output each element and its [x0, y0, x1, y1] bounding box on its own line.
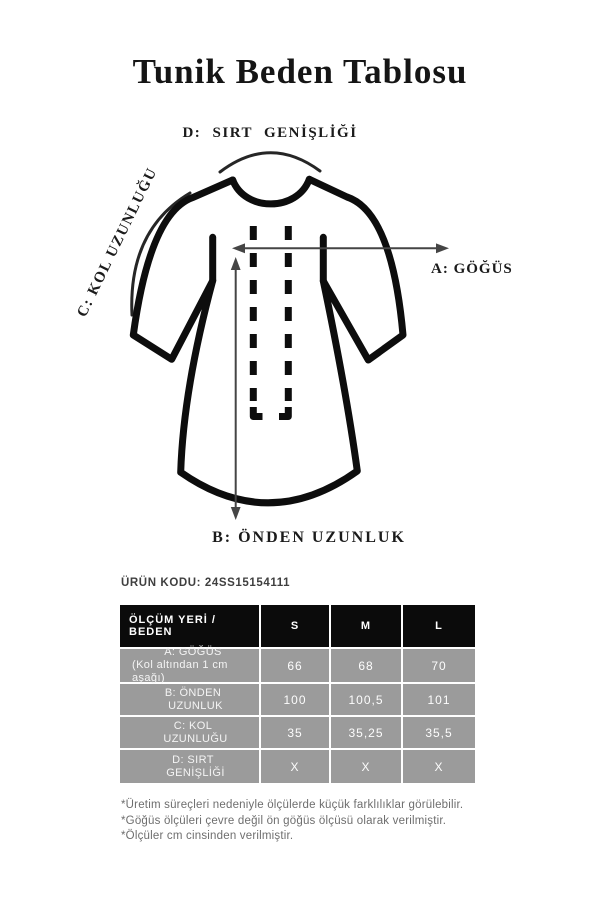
front-length-label: B: ÖNDEN UZUNLUK	[212, 529, 406, 546]
tunic-outline	[133, 179, 403, 503]
chest-label: A: GÖĞÜS	[431, 261, 513, 277]
front-length-arrow	[231, 257, 241, 520]
placket-dashes	[253, 226, 288, 417]
page-title: Tunik Beden Tablosu	[132, 52, 468, 91]
row-label-chest: A: GÖĞÜS (Kol altından 1 cm aşağı)	[120, 649, 259, 682]
tunic-diagram	[0, 120, 600, 580]
table-cell: X	[403, 750, 475, 783]
table-cell: X	[331, 750, 401, 783]
table-cell: 68	[331, 649, 401, 682]
footnote-line: *Üretim süreçleri nedeniyle ölçülerde küçük farklılıklar görülebilir.	[121, 799, 464, 811]
table-cell: 101	[403, 684, 475, 715]
footnote-line: *Göğüs ölçüleri çevre değil ön göğüs ölçüsü olarak verilmiştir.	[121, 814, 447, 827]
table-cell: X	[261, 750, 329, 783]
chest-arrow	[232, 243, 449, 253]
product-code: ÜRÜN KODU: 24SS15154111	[121, 577, 291, 589]
footnote-line: *Ölçüler cm cinsinden verilmiştir.	[121, 830, 294, 842]
row-label-sleeve-length: C: KOL UZUNLUĞU	[120, 717, 259, 748]
table-cell: 35,25	[331, 717, 401, 748]
sleeve-length-label: C: KOL UZUNLUĞU	[74, 164, 161, 320]
table-cell: 66	[261, 649, 329, 682]
row-label-back-width: D: SIRT GENİŞLİĞİ	[120, 750, 259, 783]
table-cell: 35	[261, 717, 329, 748]
neckline	[233, 179, 310, 204]
back-width-label: D: SIRT GENİŞLİĞİ	[182, 125, 358, 141]
table-header-size-m: M	[331, 605, 401, 647]
table-header-size-s: S	[261, 605, 329, 647]
table-cell: 100	[261, 684, 329, 715]
row-label-front-length: B: ÖNDEN UZUNLUK	[120, 684, 259, 715]
table-cell: 35,5	[403, 717, 475, 748]
size-table	[120, 605, 475, 783]
table-cell: 100,5	[331, 684, 401, 715]
table-header-measure: ÖLÇÜM YERİ / BEDEN	[120, 605, 259, 647]
table-cell: 70	[403, 649, 475, 682]
back-width-arc	[220, 153, 320, 172]
footnotes	[121, 798, 463, 845]
table-header-size-l: L	[403, 605, 475, 647]
